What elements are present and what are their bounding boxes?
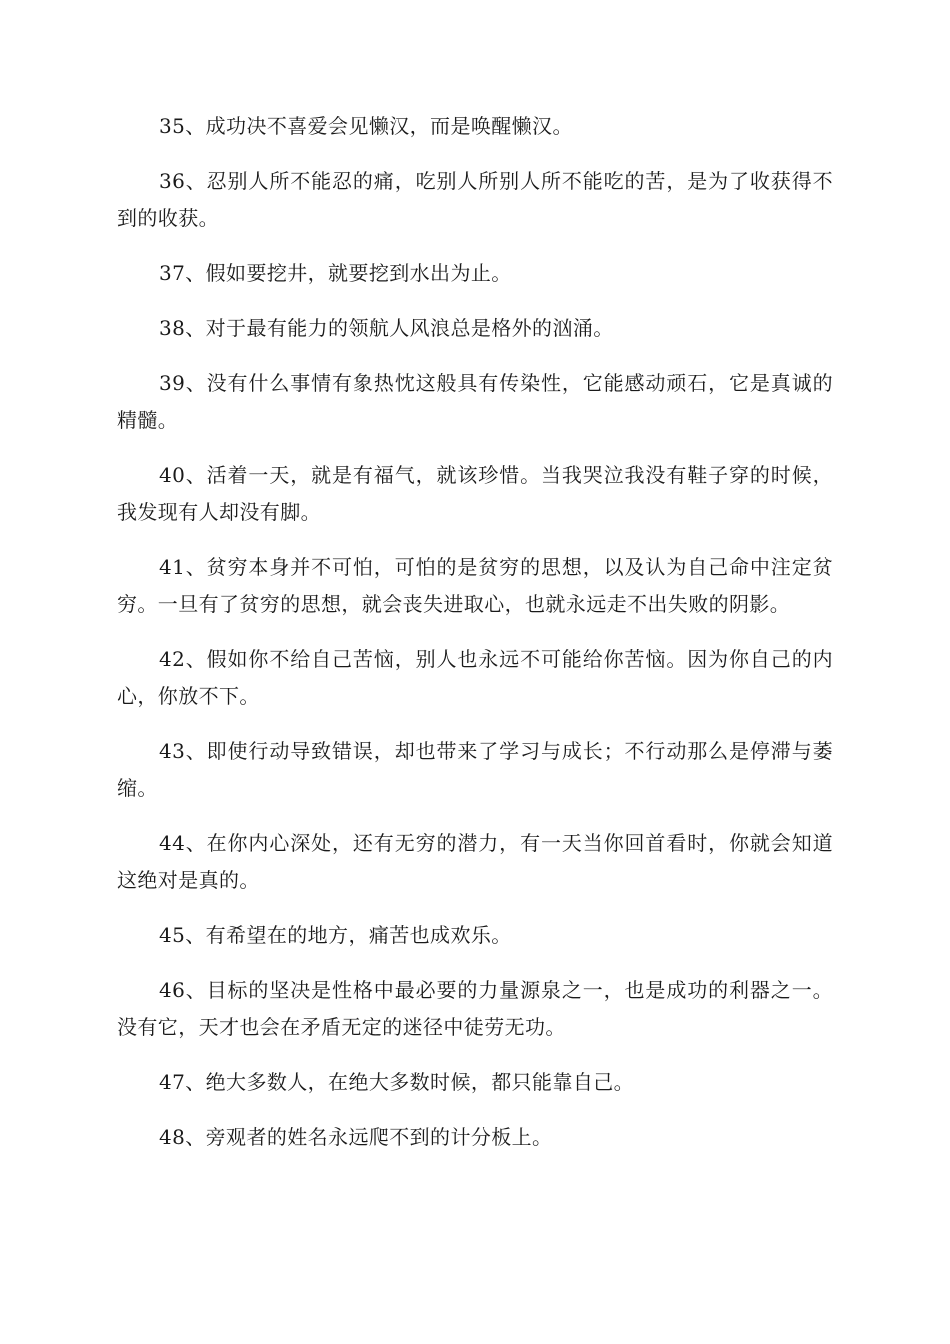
quote-46: 46、目标的坚决是性格中最必要的力量源泉之一，也是成功的利器之一。没有它，天才也会在矛盾无定的迷径中徒劳无功。	[117, 978, 833, 1039]
quote-40: 40、活着一天，就是有福气，就该珍惜。当我哭泣我没有鞋子穿的时候，我发现有人却没有脚。	[117, 463, 833, 524]
quote-47: 47、绝大多数人，在绝大多数时候，都只能靠自己。	[159, 1070, 635, 1094]
quote-44: 44、在你内心深处，还有无穷的潜力，有一天当你回首看时，你就会知道这绝对是真的。	[117, 831, 833, 892]
quote-37: 37、假如要挖井，就要挖到水出为止。	[159, 261, 512, 285]
quote-42: 42、假如你不给自己苦恼，别人也永远不可能给你苦恼。因为你自己的内心，你放不下。	[117, 647, 833, 708]
quote-35: 35、成功决不喜爱会见懒汉，而是唤醒懒汉。	[159, 114, 573, 138]
quote-43: 43、即使行动导致错误，却也带来了学习与成长；不行动那么是停滞与萎缩。	[117, 739, 833, 800]
quote-48: 48、旁观者的姓名永远爬不到的计分板上。	[159, 1125, 553, 1149]
quote-39: 39、没有什么事情有象热忱这般具有传染性，它能感动顽石，它是真诚的精髓。	[117, 371, 833, 432]
quote-41: 41、贫穷本身并不可怕，可怕的是贫穷的思想，以及认为自己命中注定贫穷。一旦有了贫穷的思想，就会丧失进取心，也就永远走不出失败的阴影。	[117, 555, 833, 616]
quote-45: 45、有希望在的地方，痛苦也成欢乐。	[159, 923, 512, 947]
quote-36: 36、忍别人所不能忍的痛，吃别人所别人所不能吃的苦，是为了收获得不到的收获。	[117, 169, 833, 230]
document-page	[117, 108, 833, 1174]
quote-38: 38、对于最有能力的领航人风浪总是格外的汹涌。	[159, 316, 614, 340]
